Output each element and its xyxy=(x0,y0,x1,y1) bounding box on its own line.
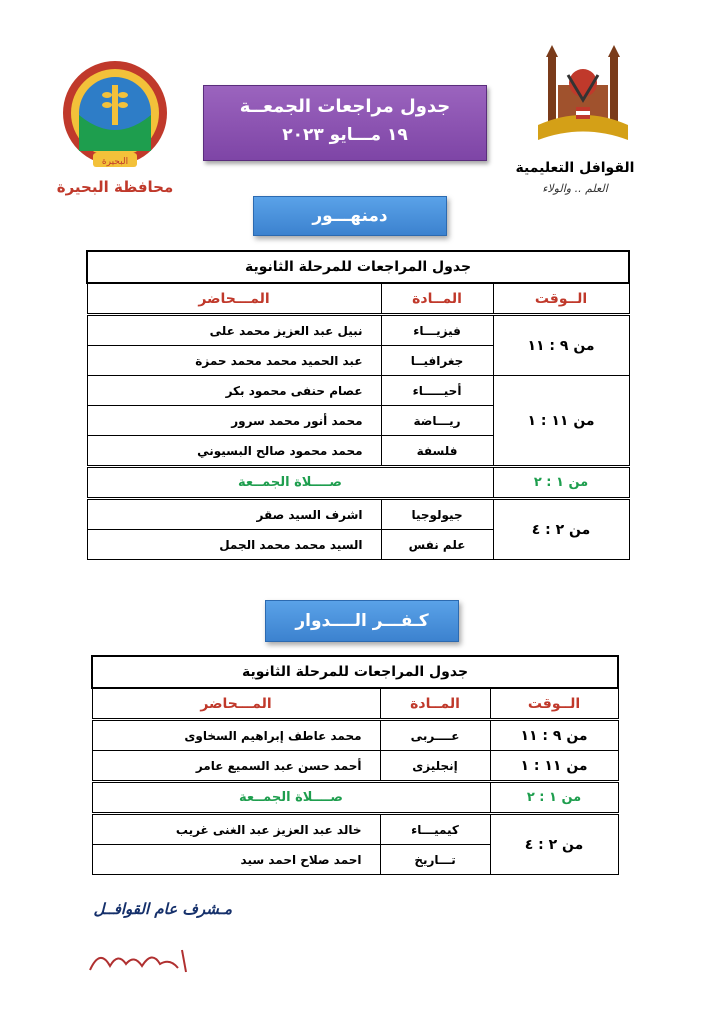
subject-cell: فيزيـــاء xyxy=(381,315,493,346)
lecturer-cell: أحمد حسن عبد السميع عامر xyxy=(92,751,380,782)
time-slot: من ٢ : ٤ xyxy=(490,814,618,875)
time-slot: من ١١ : ١ xyxy=(490,751,618,782)
header-subject: المــادة xyxy=(381,283,493,315)
lecturer-cell: محمد محمود صالح البسيوني xyxy=(87,436,381,467)
prayer-time: من ١ : ٢ xyxy=(493,467,629,499)
caravans-slogan: العلم .. والولاء xyxy=(542,182,608,195)
governorate-caption: محافظة البحيرة xyxy=(56,178,174,196)
subject-cell: إنجليزى xyxy=(380,751,490,782)
lecturer-cell: احمد صلاح احمد سيد xyxy=(92,845,380,875)
page-title-banner xyxy=(203,85,487,161)
subject-cell: تـــاريخ xyxy=(380,845,490,875)
subject-cell: كيميـــاء xyxy=(380,814,490,845)
svg-text:البحيرة: البحيرة xyxy=(101,157,129,167)
governorate-logo xyxy=(55,55,175,175)
lecturer-cell: اشرف السيد صقر xyxy=(87,499,381,530)
supervisor-title: مـشرف عام القوافــل xyxy=(93,900,232,918)
header-subject: المــادة xyxy=(380,688,490,720)
subject-cell: عــــربى xyxy=(380,720,490,751)
schedule-table-damanhour xyxy=(86,250,630,560)
lecturer-cell: السيد محمد محمد الجمل xyxy=(87,530,381,560)
table-caption: جدول المراجعات للمرحلة الثانوية xyxy=(87,251,629,283)
schedule-table-kafr-eldawar xyxy=(91,655,619,875)
time-slot: من ١١ : ١ xyxy=(493,376,629,467)
subject-cell: جيولوجيا xyxy=(381,499,493,530)
subject-cell: علم نفس xyxy=(381,530,493,560)
lecturer-cell: محمد عاطف إبراهيم السخاوى xyxy=(92,720,380,751)
page-title: جدول مراجعات الجمعــة xyxy=(239,96,451,117)
subject-cell: أحيـــــاء xyxy=(381,376,493,406)
caravans-logo xyxy=(528,45,638,160)
page-date: ١٩ مـــايو ٢٠٢٣ xyxy=(282,125,408,145)
section-banner-kafr-eldawar: كـفـــر الــــدوار xyxy=(265,600,459,642)
caravans-caption: القوافل التعليمية xyxy=(515,160,635,176)
header-time: الــوقت xyxy=(490,688,618,720)
lecturer-cell: خالد عبد العزيز عبد الغنى غريب xyxy=(92,814,380,845)
subject-cell: فلسفة xyxy=(381,436,493,467)
table-caption: جدول المراجعات للمرحلة الثانوية xyxy=(92,656,618,688)
lecturer-cell: عصام حنفى محمود بكر xyxy=(87,376,381,406)
lecturer-cell: عبد الحميد محمد محمد حمزة xyxy=(87,346,381,376)
header-lecturer: المـــحاضر xyxy=(92,688,380,720)
subject-cell: جغرافيــا xyxy=(381,346,493,376)
handwritten-signature xyxy=(60,940,220,980)
header-lecturer: المـــحاضر xyxy=(87,283,381,315)
section-banner-damanhour: دمنهـــور xyxy=(253,196,447,236)
prayer-label: صــــلاة الجمــعة xyxy=(92,782,490,814)
prayer-time: من ١ : ٢ xyxy=(490,782,618,814)
time-slot: من ٩ : ١١ xyxy=(490,720,618,751)
lecturer-cell: محمد أنور محمد سرور xyxy=(87,406,381,436)
lecturer-cell: نبيل عبد العزيز محمد على xyxy=(87,315,381,346)
header-time: الــوقت xyxy=(493,283,629,315)
time-slot: من ٩ : ١١ xyxy=(493,315,629,376)
subject-cell: ريـــاضة xyxy=(381,406,493,436)
prayer-label: صــــلاة الجمــعة xyxy=(87,467,493,499)
time-slot: من ٢ : ٤ xyxy=(493,499,629,560)
